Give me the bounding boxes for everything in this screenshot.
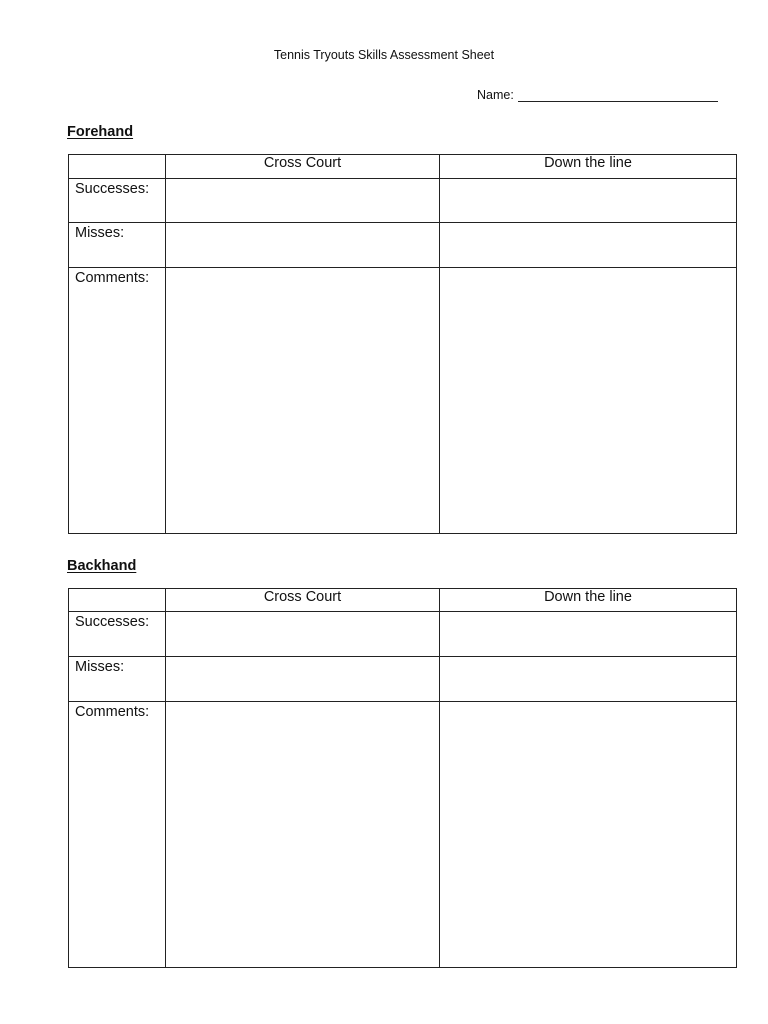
cell-comments-cross-court[interactable]: [166, 702, 440, 968]
table-row-misses: [69, 223, 737, 268]
cell-misses-down-the-line[interactable]: [440, 223, 737, 268]
document-title: Tennis Tryouts Skills Assessment Sheet: [273, 48, 495, 62]
name-field[interactable]: [477, 87, 718, 102]
cell-successes-cross-court[interactable]: [166, 179, 440, 223]
table-header-row: [69, 589, 737, 612]
table-row-comments: [69, 268, 737, 534]
table-row-misses: [69, 657, 737, 702]
table-row-successes: [69, 612, 737, 657]
row-label-comments: Comments:: [69, 702, 166, 968]
cell-misses-cross-court[interactable]: [166, 223, 440, 268]
cell-comments-down-the-line[interactable]: [440, 702, 737, 968]
backhand-table: [68, 588, 737, 968]
name-blank-line[interactable]: [518, 87, 718, 102]
row-label-comments: Comments:: [69, 268, 166, 534]
cell-successes-down-the-line[interactable]: [440, 179, 737, 223]
cell-misses-down-the-line[interactable]: [440, 657, 737, 702]
cell-misses-cross-court[interactable]: [166, 657, 440, 702]
table-header-row: [69, 155, 737, 179]
row-label-misses: Misses:: [69, 223, 166, 268]
forehand-heading: Forehand: [67, 124, 134, 140]
header-empty-cell: [69, 589, 166, 612]
forehand-table: [68, 154, 737, 534]
cell-comments-down-the-line[interactable]: [440, 268, 737, 534]
row-label-misses: Misses:: [69, 657, 166, 702]
backhand-heading: Backhand: [67, 558, 137, 574]
cell-comments-cross-court[interactable]: [166, 268, 440, 534]
row-label-successes: Successes:: [69, 612, 166, 657]
row-label-successes: Successes:: [69, 179, 166, 223]
header-empty-cell: [69, 155, 166, 179]
cell-successes-cross-court[interactable]: [166, 612, 440, 657]
table-row-successes: [69, 179, 737, 223]
table-row-comments: [69, 702, 737, 968]
name-label: Name:: [477, 88, 514, 102]
header-cross-court: Cross Court: [166, 589, 440, 612]
header-down-the-line: Down the line: [440, 589, 737, 612]
header-down-the-line: Down the line: [440, 155, 737, 179]
header-cross-court: Cross Court: [166, 155, 440, 179]
cell-successes-down-the-line[interactable]: [440, 612, 737, 657]
